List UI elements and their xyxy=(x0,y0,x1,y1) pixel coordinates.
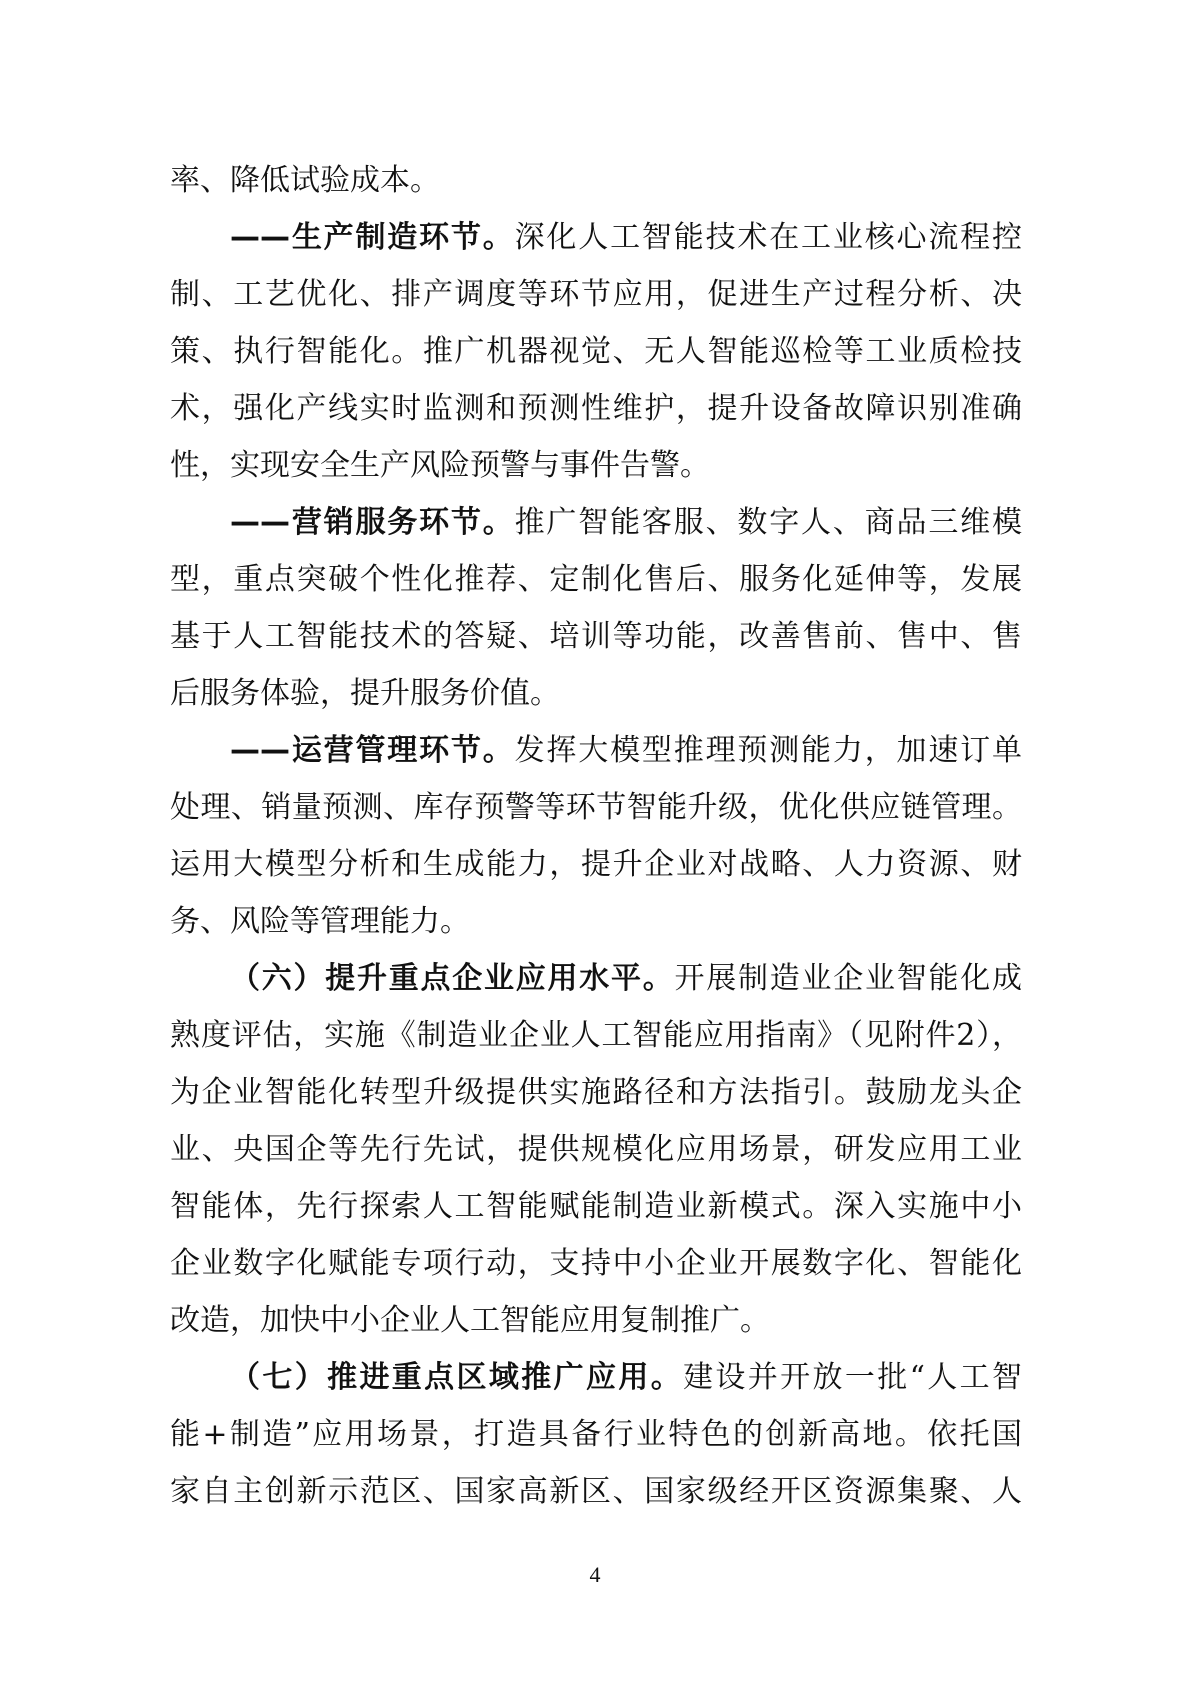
bold-heading-text: （六）提升重点企业应用水平。 xyxy=(230,961,675,996)
text-segment: 熟度评估，实施《制造业企业人工智能应用指南》（见附件2）， xyxy=(170,1018,1022,1053)
text-segment: 性，实现安全生产风险预警与事件告警。 xyxy=(170,448,710,483)
text-line xyxy=(170,1292,1022,1349)
text-segment: 务、风险等管理能力。 xyxy=(170,904,470,939)
text-line xyxy=(170,152,1022,209)
text-segment: 改造，加快中小企业人工智能应用复制推广。 xyxy=(170,1303,770,1338)
text-segment: 率、降低试验成本。 xyxy=(170,163,440,198)
text-line xyxy=(170,266,1022,323)
text-segment: 能+制造”应用场景，打造具备行业特色的创新高地。依托国 xyxy=(170,1417,1022,1452)
paragraph xyxy=(170,494,1022,722)
text-line xyxy=(170,836,1022,893)
text-line xyxy=(170,1178,1022,1235)
text-segment: 建设并开放一批“人工智 xyxy=(683,1360,1023,1395)
text-segment: 家自主创新示范区、国家高新区、国家级经开区资源集聚、人 xyxy=(170,1474,1022,1509)
body-text xyxy=(170,152,1022,1520)
text-line xyxy=(170,551,1022,608)
text-line xyxy=(170,380,1022,437)
paragraph xyxy=(170,152,1022,209)
text-segment: 开展制造业企业智能化成 xyxy=(674,961,1022,996)
text-segment: 基于人工智能技术的答疑、培训等功能，改善售前、售中、售 xyxy=(170,619,1022,654)
text-line xyxy=(170,1406,1022,1463)
text-segment: 企业数字化赋能专项行动，支持中小企业开展数字化、智能化 xyxy=(170,1246,1022,1281)
text-line xyxy=(170,722,1022,779)
text-line xyxy=(170,608,1022,665)
bold-heading-text: （七）推进重点区域推广应用。 xyxy=(230,1360,684,1395)
text-segment: 深化人工智能技术在工业核心流程控 xyxy=(514,220,1023,255)
text-segment: 型，重点突破个性化推荐、定制化售后、服务化延伸等，发展 xyxy=(170,562,1022,597)
text-line xyxy=(170,665,1022,722)
text-segment: 制、工艺优化、排产调度等环节应用，促进生产过程分析、决 xyxy=(170,277,1022,312)
text-segment: 推广智能客服、数字人、商品三维模 xyxy=(514,505,1023,540)
text-line xyxy=(170,1235,1022,1292)
text-segment: 术，强化产线实时监测和预测性维护，提升设备故障识别准确 xyxy=(170,391,1022,426)
text-line xyxy=(170,779,1022,836)
text-line xyxy=(170,1349,1022,1406)
text-segment: 策、执行智能化。推广机器视觉、无人智能巡检等工业质检技 xyxy=(170,334,1022,369)
text-line xyxy=(170,494,1022,551)
text-segment: 业、央国企等先行先试，提供规模化应用场景，研发应用工业 xyxy=(170,1132,1022,1167)
bold-heading-text: ——生产制造环节。 xyxy=(230,220,515,255)
text-line xyxy=(170,1463,1022,1520)
text-segment: 发挥大模型推理预测能力，加速订单 xyxy=(514,733,1023,768)
text-line xyxy=(170,209,1022,266)
text-line xyxy=(170,893,1022,950)
text-line xyxy=(170,950,1022,1007)
text-segment: 智能体，先行探索人工智能赋能制造业新模式。深入实施中小 xyxy=(170,1189,1022,1224)
text-segment: 处理、销量预测、库存预警等环节智能升级，优化供应链管理。 xyxy=(170,790,1022,825)
text-line xyxy=(170,1064,1022,1121)
text-segment: 后服务体验，提升服务价值。 xyxy=(170,676,560,711)
paragraph xyxy=(170,209,1022,494)
bold-heading-text: ——营销服务环节。 xyxy=(230,505,515,540)
paragraph xyxy=(170,950,1022,1349)
paragraph xyxy=(170,1349,1022,1520)
paragraph xyxy=(170,722,1022,950)
text-segment: 运用大模型分析和生成能力，提升企业对战略、人力资源、财 xyxy=(170,847,1022,882)
text-line xyxy=(170,323,1022,380)
text-segment: 为企业智能化转型升级提供实施路径和方法指引。鼓励龙头企 xyxy=(170,1075,1022,1110)
text-line xyxy=(170,437,1022,494)
bold-heading-text: ——运营管理环节。 xyxy=(230,733,515,768)
text-line xyxy=(170,1007,1022,1064)
text-line xyxy=(170,1121,1022,1178)
page-number: 4 xyxy=(589,1562,601,1587)
